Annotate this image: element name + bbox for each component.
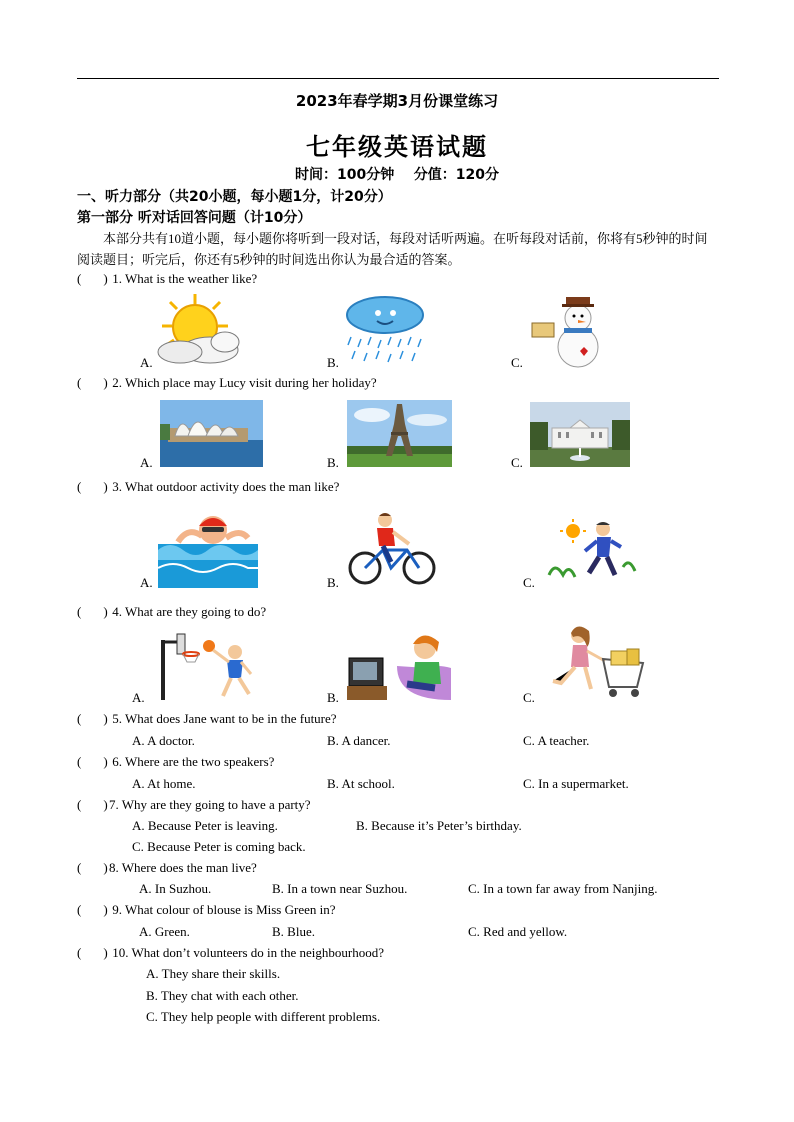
eiffel-tower-photo[interactable] [347, 400, 452, 467]
option-b[interactable]: B. Blue. [272, 924, 315, 939]
answer-blank[interactable]: ( ) [77, 271, 108, 286]
option-b[interactable]: B. A dancer. [327, 733, 391, 748]
time-score: 时间：100分钟 分值：120分 [295, 167, 499, 183]
option-b-label: B. [327, 690, 339, 705]
option-a[interactable]: A. A doctor. [132, 733, 195, 748]
option-c-label: C. [511, 355, 523, 370]
option-b[interactable]: B. Because it’s Peter’s birthday. [356, 818, 522, 833]
option-a-label: A. [140, 455, 153, 470]
section-title: 一、听力部分（共20小题，每小题1分，计20分） [77, 189, 392, 205]
answer-blank[interactable]: ( ) [77, 375, 108, 390]
option-a[interactable]: A. Green. [139, 924, 190, 939]
option-b[interactable]: B. At school. [327, 776, 395, 791]
sydney-opera-house-photo[interactable] [160, 400, 263, 467]
question-6: ( ) 6. Where are the two speakers? [77, 754, 275, 769]
option-c[interactable]: C. Red and yellow. [468, 924, 568, 939]
option-b-label: B. [327, 455, 339, 470]
option-a-label: A. [140, 575, 153, 590]
option-a-label: A. [140, 355, 153, 370]
question-7: ( )7. Why are they going to have a party? [77, 797, 311, 812]
option-c[interactable]: C. In a town far away from Nanjing. [468, 881, 658, 896]
option-b[interactable]: B. They chat with each other. [146, 988, 299, 1003]
shopping-cart-icon[interactable] [543, 623, 646, 701]
question-8: ( )8. Where does the man live? [77, 860, 257, 875]
option-c[interactable]: C. Because Peter is coming back. [132, 839, 306, 854]
answer-blank[interactable]: ( ) [77, 902, 108, 917]
exam-term: 2023年春学期3月份课堂练习 [295, 92, 499, 110]
question-9: ( ) 9. What colour of blouse is Miss Green in? [77, 902, 336, 917]
option-b[interactable]: B. In a town near Suzhou. [272, 881, 408, 896]
option-c[interactable]: C. A teacher. [523, 733, 590, 748]
option-c[interactable]: C. In a supermarket. [523, 776, 629, 791]
option-a[interactable]: A. At home. [132, 776, 196, 791]
question-10: ( ) 10. What don’t volunteers do in the neighbourhood? [77, 945, 384, 960]
answer-blank[interactable]: ( ) [77, 797, 108, 812]
white-house-photo[interactable] [530, 402, 630, 467]
question-3: ( ) 3. What outdoor activity does the man like? [77, 479, 340, 494]
option-b-label: B. [327, 355, 339, 370]
instructions: 本部分共有10道小题，每小题你将听到一段对话，每段对话听两遍。在听每段对话前，你将有5秒钟的时间阅读题目；听完后，你还有5秒钟的时间选出你认为最合适的答案。 [77, 231, 708, 267]
answer-blank[interactable]: ( ) [77, 604, 108, 619]
question-2: ( ) 2. Which place may Lucy visit during her holiday? [77, 375, 377, 390]
option-c-label: C. [511, 455, 523, 470]
sun-cloud-icon[interactable] [150, 292, 250, 368]
question-5: ( ) 5. What does Jane want to be in the future? [77, 711, 337, 726]
option-a[interactable]: A. Because Peter is leaving. [132, 818, 278, 833]
snowman-icon[interactable] [528, 293, 613, 368]
option-c[interactable]: C. They help people with different problems. [146, 1009, 381, 1024]
part-title: 第一部分 听对话回答问题（计10分） [77, 210, 312, 226]
option-a[interactable]: A. In Suzhou. [139, 881, 212, 896]
rain-cloud-icon[interactable] [343, 293, 428, 368]
runner-icon[interactable] [545, 517, 640, 587]
swimmer-icon[interactable] [158, 508, 258, 588]
question-1: ( ) 1. What is the weather like? [77, 271, 258, 286]
answer-blank[interactable]: ( ) [77, 711, 108, 726]
answer-blank[interactable]: ( ) [77, 754, 108, 769]
option-c-label: C. [523, 575, 535, 590]
option-a-label: A. [132, 690, 145, 705]
basketball-icon[interactable] [153, 630, 265, 702]
option-c-label: C. [523, 690, 535, 705]
option-a[interactable]: A. They share their skills. [146, 966, 281, 981]
option-b-label: B. [327, 575, 339, 590]
answer-blank[interactable]: ( ) [77, 945, 108, 960]
answer-blank[interactable]: ( ) [77, 860, 108, 875]
cyclist-icon[interactable] [347, 510, 439, 588]
answer-blank[interactable]: ( ) [77, 479, 108, 494]
top-rule [77, 78, 719, 79]
question-4: ( ) 4. What are they going to do? [77, 604, 267, 619]
watching-tv-icon[interactable] [347, 628, 455, 702]
exam-title: 七年级英语试题 [306, 132, 488, 161]
